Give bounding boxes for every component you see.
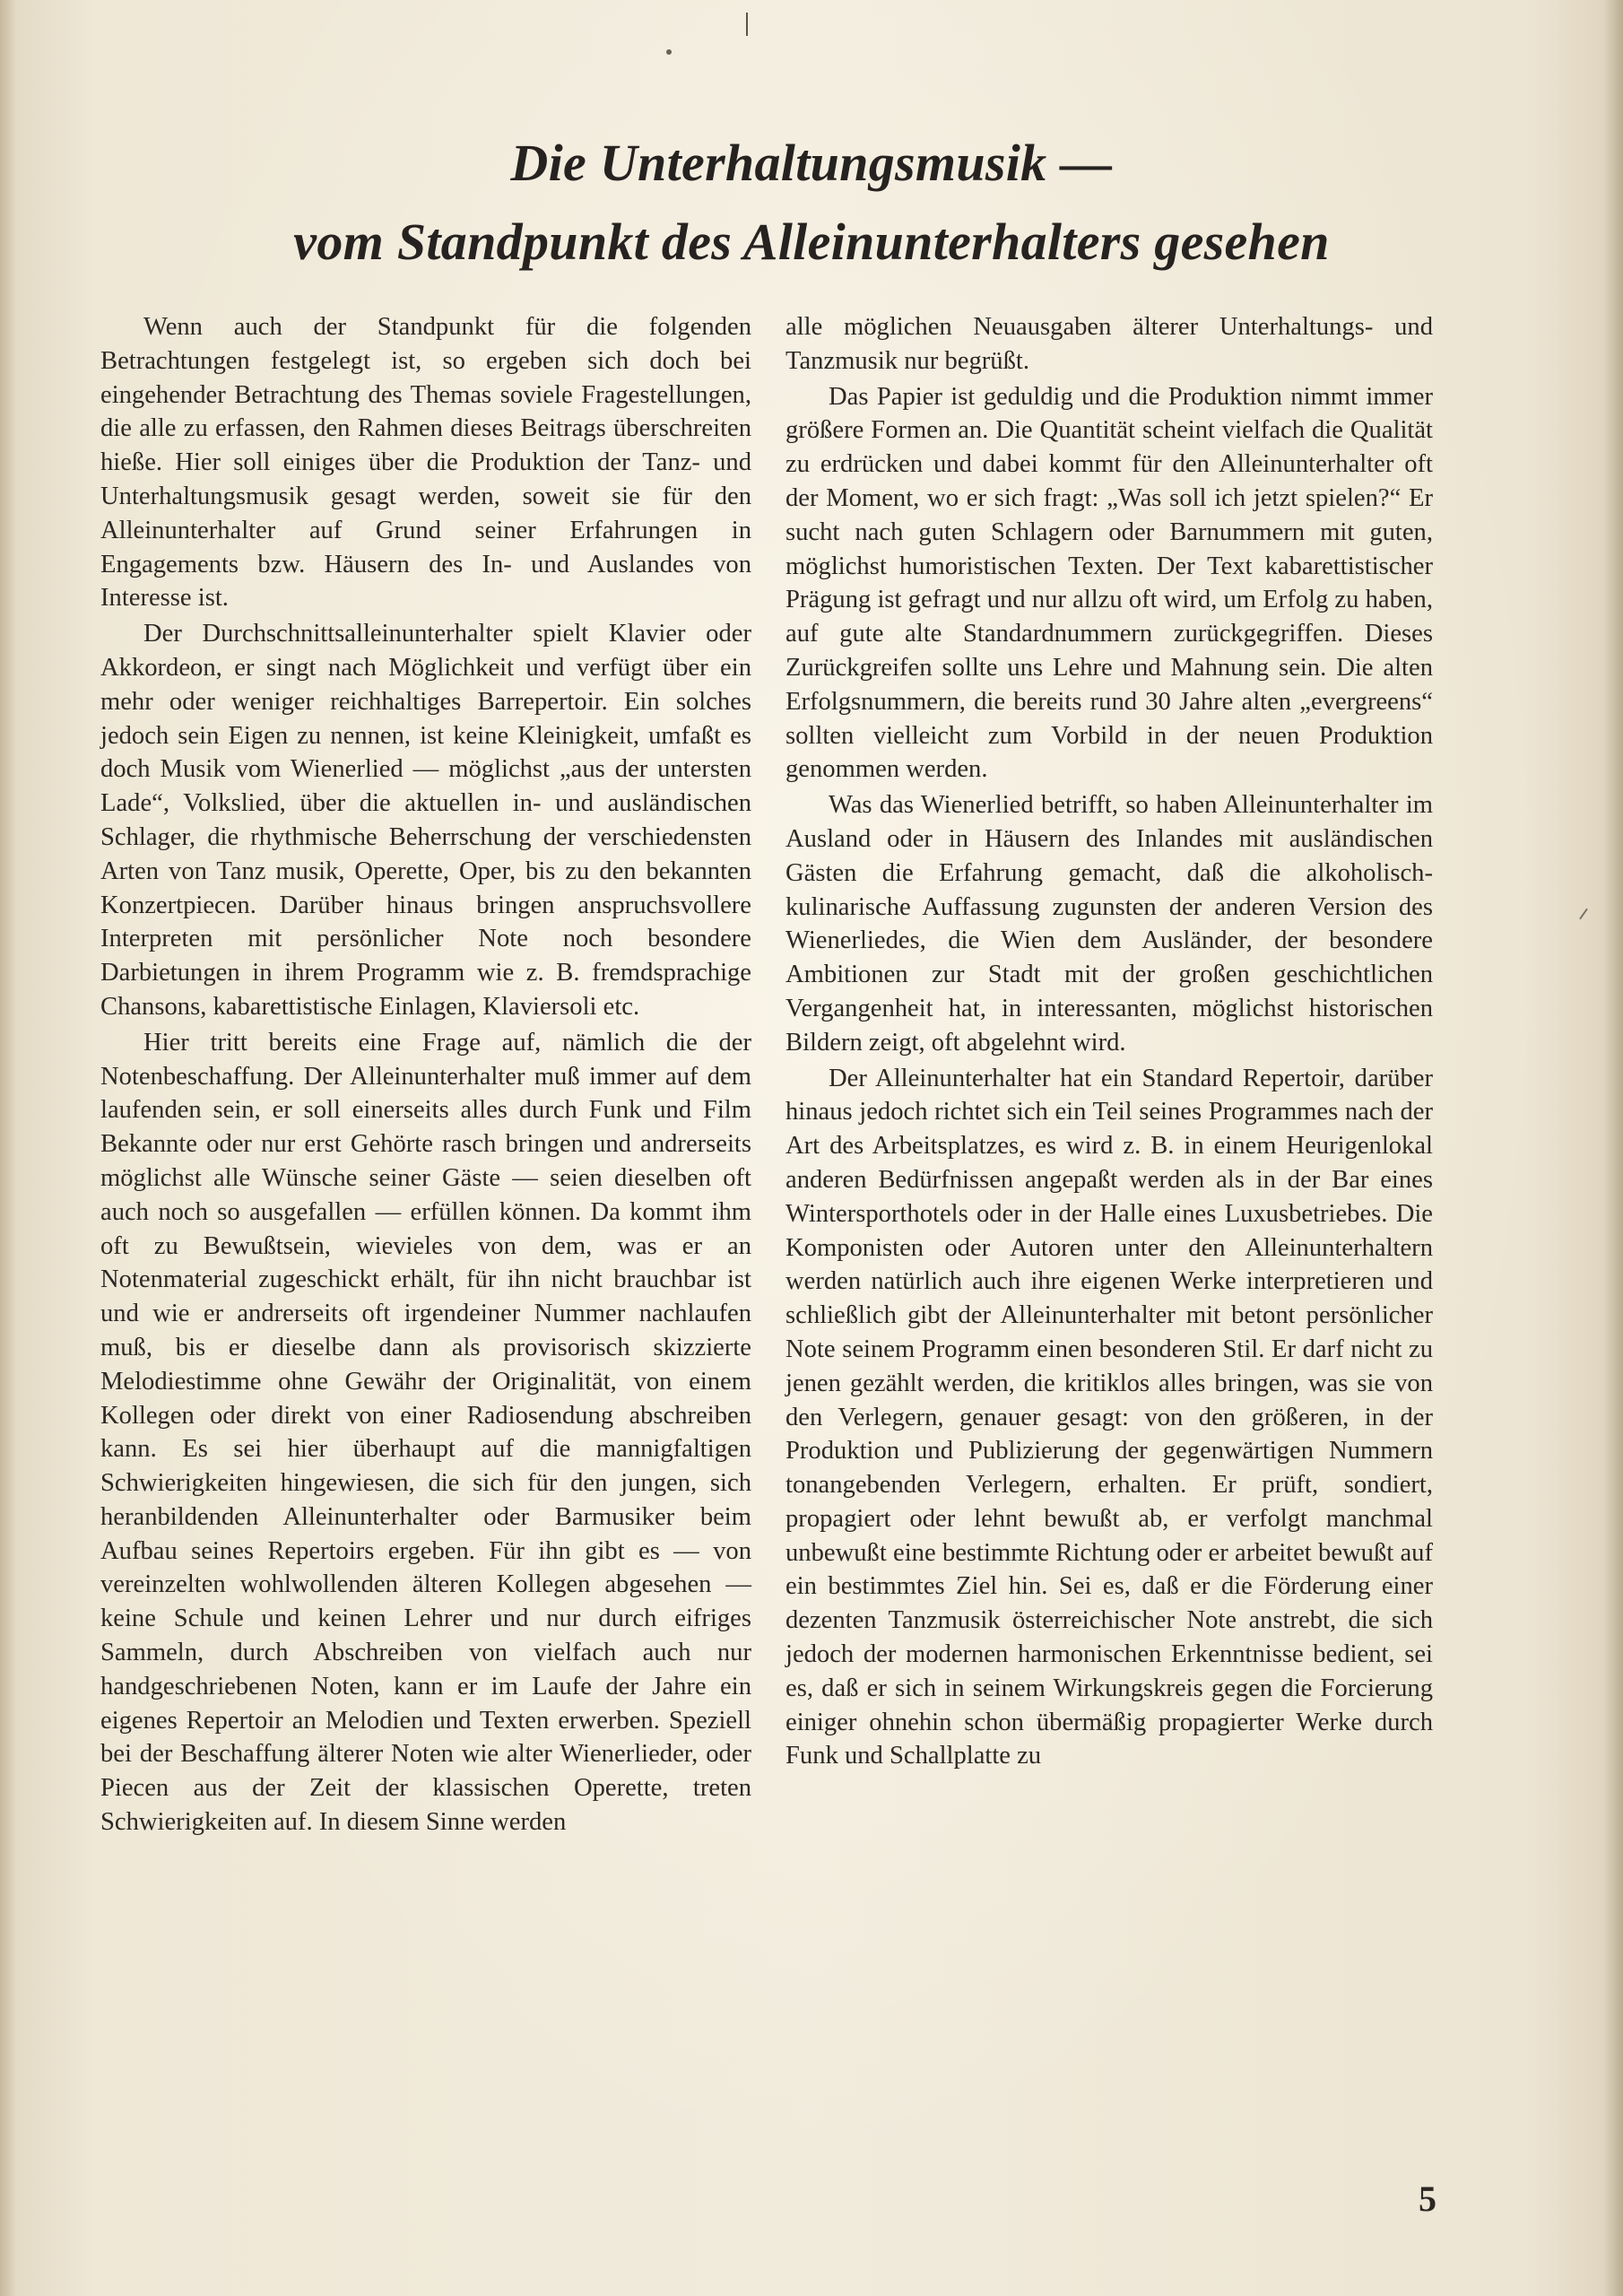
paragraph: Das Papier ist geduldig und die Produktion nimmt immer größere Formen an. Die Quantität scheint vielfach die Qualität zu erdrücken und dabei kommt für den Alleinunterhalter oft der Moment, wo er sich fragt: „Was soll ich jetzt spielen?“ Er sucht nach guten Schlagern oder Barnummern mit guten, möglichst humoristischen Texten. Der Text kabarettistischer Prägung ist gefragt und nur allzu oft wird, um Erfolg zu haben, auf gute alte Standardnummern zurückgegriffen. Dieses Zurückgreifen sollte uns Lehre und Mahnung sein. Die alten Erfolgsnummern, die bereits rund 30 Jahre alten „evergreens“ sollten vielleicht zum Vorbild in der neuen Produktion genommen werden. (785, 382, 1433, 784)
article-title-line-2: vom Standpunkt des Alleinunterhalters gesehen (293, 213, 1330, 271)
paper-edge-shadow-left (0, 0, 16, 2296)
article-column-right (785, 310, 1433, 1773)
article-title (179, 124, 1444, 282)
paragraph: Der Alleinunterhalter hat ein Standard Repertoir, darüber hinaus jedoch richtet sich ein Teil seines Programmes nach der Art des Arbeitsplatzes, es wird z. B. in einem Heurigenlokal anderen Bedürfnissen angepaßt werden als in der Bar eines Wintersporthotels oder in der Halle eines Luxusbetriebes. Die Komponisten oder Autoren unter den Alleinunterhaltern werden natürlich auch ihre eigenen Werke interpretieren und schließlich gibt der Alleinunterhalter mit betont persönlicher Note seinem Programm einen besonderen Stil. Er darf nicht zu jenen gezählt werden, die kritiklos alles bringen, was sie von den Verlegern, genauer gesagt: von den größeren, in der Produktion und Publizierung der gegenwärtigen Nummern tonangebenden Verlegern, erhalten. Er prüft, sondiert, propagiert oder lehnt bewußt ab, er verfolgt manchmal unbewußt eine bestimmte Richtung oder er arbeitet bewußt auf ein bestimmtes Ziel hin. Sei es, daß er die Förderung einer dezenten Tanzmusik österreichischer Note anstrebt, die sich jedoch der modernen harmonischen Erkenntnisse bedient, sei es, daß er sich in seinem Wirkungskreis gegen die Forcierung einiger ohnehin schon übermäßig propagierter Werke durch Funk und Schallplatte zu (785, 1064, 1433, 1770)
print-mark (746, 13, 748, 36)
print-dot (666, 49, 672, 55)
article-title-line-1: Die Unterhaltungsmusik — (510, 134, 1113, 192)
paragraph: Der Durchschnittsalleinunterhalter spielt Klavier oder Akkordeon, er singt nach Möglichkeit und verfügt über ein mehr oder weniger reichhaltiges Barrepertoir. Ein solches jedoch sein Eigen zu nennen, ist keine Kleinigkeit, umfaßt es doch Musik vom Wienerlied — möglichst „aus der untersten Lade“, Volkslied, über die aktuellen in- und ausländischen Schlager, die rhythmische Beherrschung der verschiedensten Arten von Tanz musik, Operette, Oper, bis zu den bekannten Konzertpiecen. Darüber hinaus bringen anspruchsvollere Interpreten mit persönlicher Note noch besondere Darbietungen in ihrem Programm wie z. B. fremdsprachige Chansons, kabarettistische Einlagen, Klaviersoli etc. (100, 620, 751, 1021)
article-column-left (100, 310, 751, 1839)
paper-edge-shadow-right (1603, 0, 1623, 2296)
pencil-mark (1579, 909, 1588, 920)
paragraph: Wenn auch der Standpunkt für die folgenden Betrachtungen festgelegt ist, so ergeben sich doch bei eingehender Betrachtung des Themas soviele Fragestellungen, die alle zu erfassen, den Rahmen dieses Beitrags überschreiten hieße. Hier soll einiges über die Produktion der Tanz- und Unterhaltungsmusik gesagt werden, soweit sie für den Alleinunterhalter auf Grund seiner Erfahrungen in Engagements bzw. Häusern des In- und Auslandes von Interesse ist. (100, 313, 751, 613)
paragraph: Was das Wienerlied betrifft, so haben Alleinunterhalter im Ausland oder in Häusern des Inlandes mit ausländischen Gästen die Erfahrung gemacht, daß die alkoholisch-kulinarische Auffassung zugunsten der anderen Version des Wienerliedes, die Wien dem Ausländer, der besondere Ambitionen zur Stadt mit der großen geschichtlichen Vergangenheit hat, in interessanten, möglichst historischen Bildern zeigt, oft abgelehnt wird. (785, 791, 1433, 1057)
paragraph: Hier tritt bereits eine Frage auf, nämlich die der Notenbeschaffung. Der Alleinunterhalter muß immer auf dem laufenden sein, er soll einerseits alles durch Funk und Film Bekannte oder nur erst Gehörte rasch bringen und andrerseits möglichst alle Wünsche seiner Gäste — seien dieselben oft auch noch so ausgefallen — erfüllen können. Da kommt ihm oft zu Bewußtsein, wievieles von dem, was er an Notenmaterial zugeschickt erhält, für ihn nicht brauchbar ist und wie er andrerseits oft irgendeiner Nummer nachlaufen muß, bis er dieselbe dann als provisorisch skizzierte Melodiestimme ohne Gewähr der Originalität, von einem Kollegen oder direkt von einer Radiosendung abschreiben kann. Es sei hier überhaupt auf die mannigfaltigen Schwierigkeiten hingewiesen, die sich für den jungen, sich heranbildenden Alleinunterhalter oder Barmusiker beim Aufbau seines Repertoirs ergeben. Für ihn gibt es — von vereinzelten wohlwollenden älteren Kollegen abgesehen — keine Schule und keinen Lehrer und nur durch eifriges Sammeln, durch Abschreiben von vielfach auch nur handgeschriebenen Noten, kann er im Laufe der Jahre ein eigenes Repertoir an Melodien und Texten erwerben. Speziell bei der Beschaffung älterer Noten wie alter Wienerlieder, oder Piecen aus der Zeit der klassischen Operette, treten Schwierigkeiten auf. In diesem Sinne werden (100, 1028, 751, 1837)
page-number: 5 (1419, 2179, 1436, 2219)
paragraph-continuation: alle möglichen Neuausgaben älterer Unterhaltungs- und Tanzmusik nur begrüßt. (785, 313, 1433, 375)
